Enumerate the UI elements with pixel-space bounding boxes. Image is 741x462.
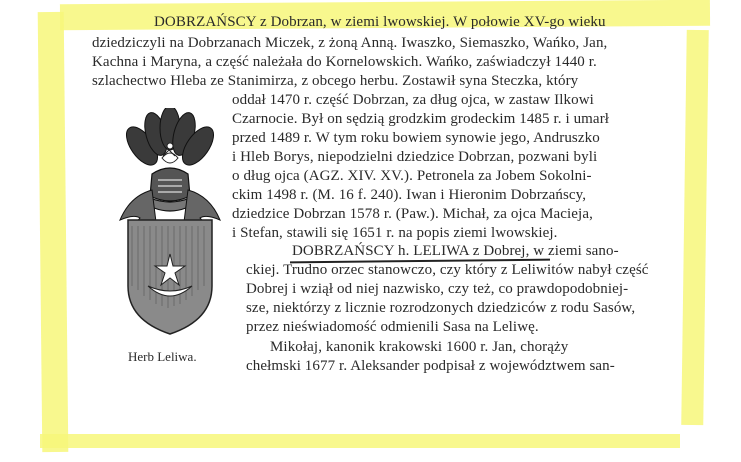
entry1-line-4: szlachectwo Hleba ze Stanimirza, z obcego herbu. Zostawił syna Steczka, który	[92, 73, 579, 89]
entry1-line-9: o dług ojca (AGZ. XIV. XV.). Petronela za Jobem Sokolni-	[232, 168, 592, 184]
highlight-left	[38, 12, 69, 452]
entry2-line-3: Dobrej i wziął od niej nazwisko, czy też, co prawdopodobniej-	[246, 281, 629, 297]
highlight-right	[681, 30, 709, 425]
entry1-line-6: Czarnocie. Był on sędzią grodzkim grodeckim 1485 r. i umarł	[232, 111, 610, 127]
entry2-line-6: Mikołaj, kanonik krakowski 1600 r. Jan, chorąży	[270, 339, 569, 355]
highlight-bottom	[40, 434, 680, 448]
entry1-line-1: DOBRZAŃSCY z Dobrzan, w ziemi lwowskiej. W połowie XV-go wieku	[154, 14, 606, 30]
entry1-line-7: przed 1489 r. W tym roku bowiem synowie jego, Andruszko	[232, 130, 600, 146]
entry2-line-7: chełmski 1677 r. Aleksander podpisał z województwem san-	[246, 358, 615, 374]
entry1-line-3: Kachna i Maryna, a część należała do Kornelowskich. Wańko, zaświadczył 1440 r.	[92, 54, 597, 70]
entry1-line-8: i Hleb Borys, niepodzielni dziedzice Dobrzan, pozwani byli	[232, 149, 598, 165]
entry1-line-11: dziedzice Dobrzan 1578 r. (Paw.). Michał, za ojca Macieja,	[232, 206, 593, 222]
entry1-line-2: dziedziczyli na Dobrzanach Miczek, z żoną Anną. Iwaszko, Siemaszko, Wańko, Jan,	[92, 35, 608, 51]
entry1-line-10: ckim 1498 r. (M. 16 f. 240). Iwan i Hieronim Dobrzańscy,	[232, 187, 587, 203]
entry2-heading-line: DOBRZAŃSCY h. LELIWA z Dobrej, w ziemi sano-	[292, 243, 619, 259]
entry1-line-5: oddał 1470 r. część Dobrzan, za dług ojca, w zastaw Ilkowi	[232, 92, 594, 108]
entry2-line-4: sze, niektórzy z licznie rozrodzonych dziedziców z rodu Sasów,	[246, 300, 636, 316]
figure-caption: Herb Leliwa.	[128, 349, 197, 364]
entry1-line-12: i Stefan, stawili się 1651 r. na popis ziemi lwowskiej.	[232, 225, 558, 241]
coat-of-arms-leliwa-icon	[112, 108, 222, 338]
entry2-line-5: przez nieświadomość odmienili Sasa na Leliwę.	[246, 319, 539, 335]
entry2-line-2: ckiej. Trudno orzec stanowczo, czy który z Leliwitów nabył część	[246, 262, 649, 278]
